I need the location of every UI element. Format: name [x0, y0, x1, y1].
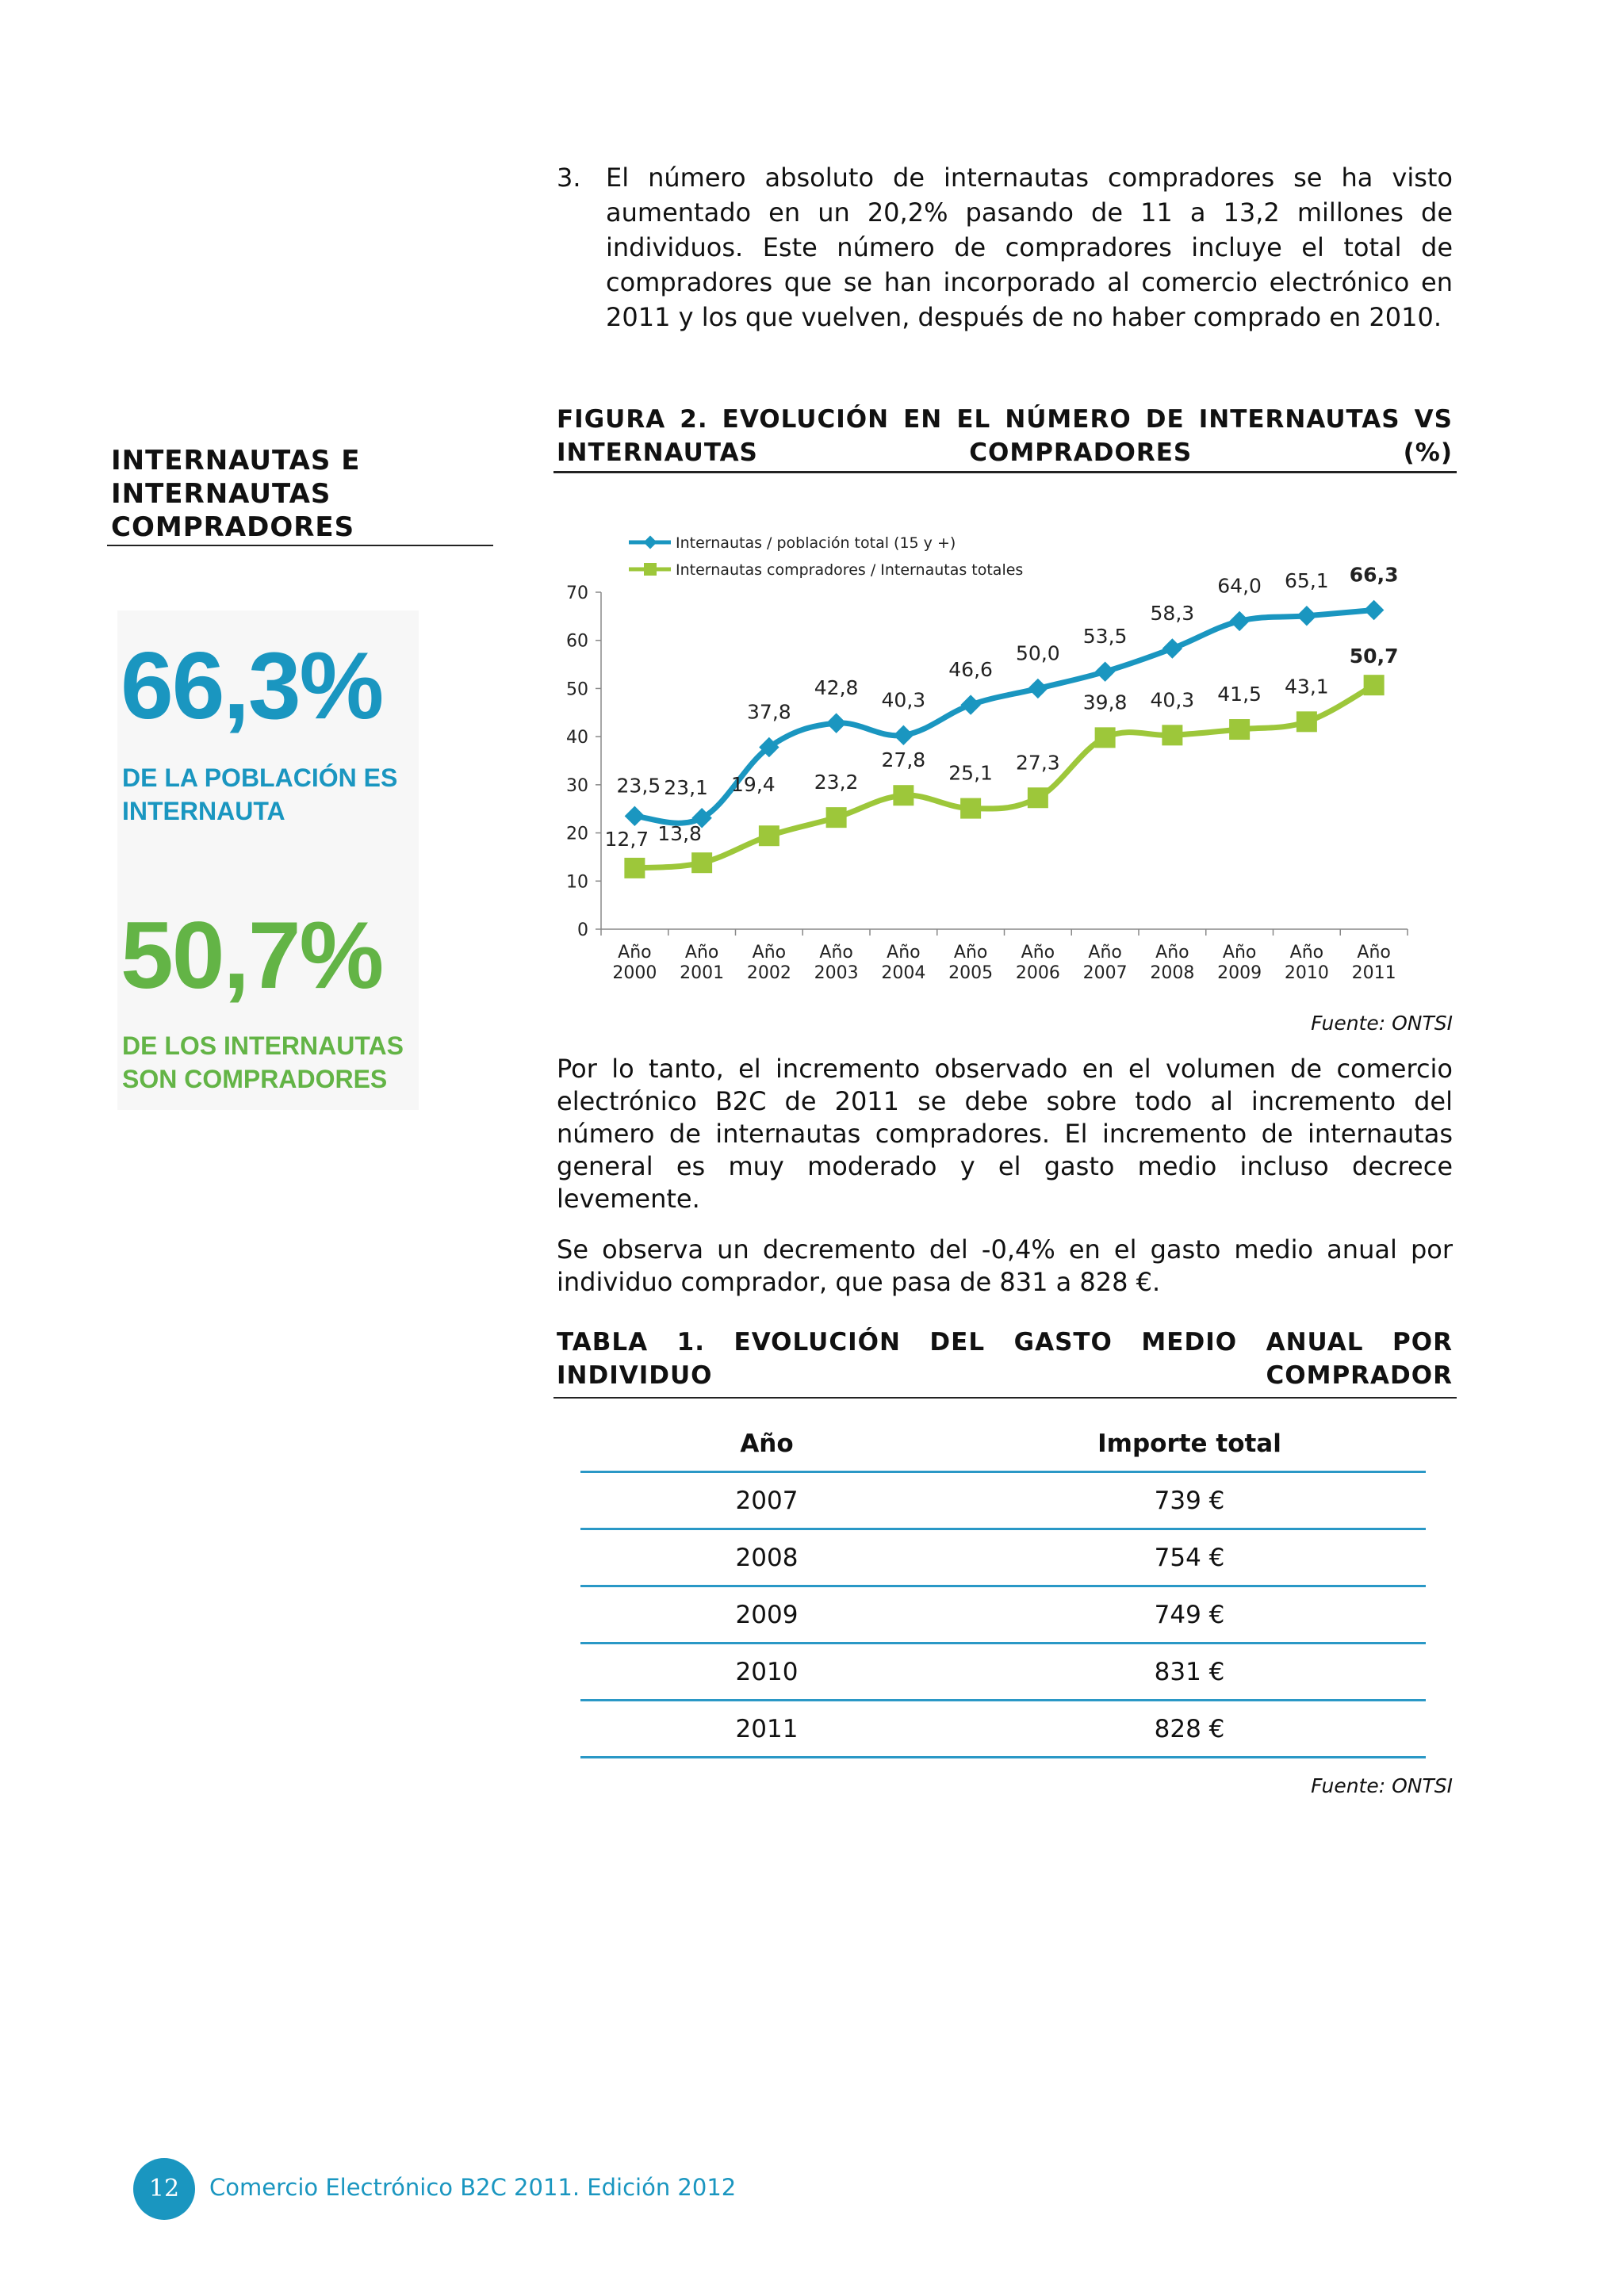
- table-title-divider: [553, 1397, 1457, 1399]
- legend-label: Internautas / población total (15 y +): [676, 534, 956, 552]
- data-point-marker: [960, 695, 980, 714]
- data-point-marker: [1229, 719, 1250, 740]
- y-tick-label: 30: [566, 775, 588, 796]
- data-point-marker: [1028, 679, 1048, 698]
- legend-marker: [644, 536, 657, 549]
- data-label: 50,0: [1016, 641, 1060, 665]
- data-label: 40,3: [881, 688, 926, 712]
- column-header-amount: Importe total: [953, 1416, 1426, 1472]
- data-label: 37,8: [747, 700, 791, 724]
- stat-internautas-value: 66,3%: [121, 633, 383, 739]
- list-item-3: [557, 160, 1453, 335]
- x-tick-label: 2004: [881, 963, 926, 983]
- y-tick-label: 10: [566, 872, 588, 893]
- data-point-marker: [1162, 725, 1182, 745]
- x-tick-label: 2010: [1284, 963, 1329, 983]
- x-tick-label: Año: [887, 943, 921, 962]
- cell-year: 2010: [580, 1644, 953, 1701]
- table-row: [580, 1586, 1426, 1644]
- cell-amount: 831 €: [953, 1644, 1426, 1701]
- data-point-marker: [1229, 611, 1249, 631]
- column-header-year: Año: [580, 1416, 953, 1472]
- figure-title: FIGURA 2. EVOLUCIÓN EN EL NÚMERO DE INTERNAUTAS VS INTERNAUTAS COMPRADORES (%): [557, 405, 1453, 467]
- x-tick-label: 2003: [814, 963, 859, 983]
- data-point-marker: [826, 807, 847, 828]
- data-label: 43,1: [1285, 675, 1329, 698]
- data-label: 12,7: [604, 827, 649, 851]
- x-tick-label: Año: [1155, 943, 1189, 962]
- cell-amount: 754 €: [953, 1529, 1426, 1586]
- x-tick-label: Año: [1021, 943, 1055, 962]
- data-label: 40,3: [1150, 688, 1195, 712]
- x-tick-label: Año: [1289, 943, 1324, 962]
- data-label: 23,2: [814, 771, 859, 794]
- data-label: 42,8: [814, 676, 859, 700]
- data-point-marker: [1095, 727, 1116, 748]
- data-point-marker: [1297, 606, 1316, 626]
- x-tick-label: 2002: [746, 963, 791, 983]
- figure-source: Fuente: ONTSI: [1311, 1012, 1453, 1035]
- stat-internautas-caption: DE LA POBLACIÓN ES INTERNAUTA: [122, 763, 398, 825]
- x-tick-label: Año: [953, 943, 988, 962]
- data-point-marker: [691, 852, 712, 873]
- y-tick-label: 40: [566, 728, 588, 748]
- data-label: 66,3: [1349, 563, 1399, 587]
- line-chart: [553, 515, 1457, 991]
- legend-marker: [644, 563, 657, 576]
- data-point-marker: [1095, 661, 1115, 681]
- x-tick-label: 2001: [680, 963, 725, 983]
- footer-title: Comercio Electrónico B2C 2011. Edición 2012: [209, 2174, 737, 2201]
- x-tick-label: Año: [819, 943, 853, 962]
- table-header-row: [580, 1416, 1426, 1472]
- x-tick-label: Año: [684, 943, 719, 962]
- data-point-marker: [1297, 711, 1317, 732]
- x-tick-label: 2006: [1015, 963, 1060, 983]
- cell-year: 2011: [580, 1701, 953, 1758]
- list-item-text: El número absoluto de internautas compradores se ha visto aumentado en un 20,2% pasando de 11 a 13,2 millones de individuos. Este número de compradores incluye el total de compradores que se han incorporado al comercio electrónico en 2011 y los que vuelven, después de no haber comprado en 2010.: [606, 163, 1453, 332]
- y-tick-label: 20: [566, 824, 588, 844]
- cell-amount: 749 €: [953, 1586, 1426, 1644]
- cell-amount: 739 €: [953, 1472, 1426, 1529]
- table-row: [580, 1529, 1426, 1586]
- data-label: 23,1: [664, 775, 708, 799]
- list-number: 3.: [557, 163, 581, 193]
- data-label: 27,3: [1016, 751, 1060, 775]
- data-label: 46,6: [948, 658, 993, 682]
- x-tick-label: Año: [1357, 943, 1391, 962]
- data-label: 39,8: [1082, 691, 1128, 714]
- data-point-marker: [894, 725, 914, 745]
- table-row: [580, 1701, 1426, 1758]
- cell-year: 2007: [580, 1472, 953, 1529]
- data-label: 50,7: [1349, 645, 1399, 668]
- x-tick-label: 2009: [1217, 963, 1262, 983]
- data-label: 23,5: [616, 774, 661, 798]
- y-tick-label: 0: [577, 920, 588, 940]
- paragraph-analysis: Por lo tanto, el incremento observado en el volumen de comercio electrónico B2C de 2011 se debe sobre todo al incremento del número de internautas compradores. El incremento de internautas general es muy moderado y el gasto medio incluso decrece levemente.: [557, 1054, 1453, 1214]
- x-tick-label: Año: [1088, 943, 1122, 962]
- data-point-marker: [624, 858, 645, 878]
- sidebar-divider: [107, 545, 493, 546]
- data-label: 13,8: [657, 822, 702, 846]
- y-tick-label: 50: [566, 679, 588, 700]
- figure-title-divider: [553, 471, 1457, 473]
- cell-amount: 828 €: [953, 1701, 1426, 1758]
- data-point-marker: [1364, 600, 1384, 620]
- table-row: [580, 1644, 1426, 1701]
- cell-year: 2009: [580, 1586, 953, 1644]
- spending-table: [580, 1416, 1426, 1758]
- y-tick-label: 70: [566, 584, 588, 603]
- data-point-marker: [1162, 638, 1182, 658]
- data-label: 41,5: [1217, 683, 1262, 706]
- data-label: 65,1: [1285, 568, 1329, 592]
- cell-year: 2008: [580, 1529, 953, 1586]
- data-label: 53,5: [1082, 625, 1128, 649]
- data-label: 58,3: [1150, 602, 1195, 626]
- x-tick-label: Año: [1222, 943, 1257, 962]
- data-point-marker: [625, 806, 645, 826]
- data-point-marker: [893, 785, 914, 806]
- y-tick-label: 60: [566, 631, 588, 652]
- data-point-marker: [1028, 787, 1048, 808]
- x-tick-label: 2000: [612, 963, 657, 983]
- table-title: TABLA 1. EVOLUCIÓN DEL GASTO MEDIO ANUAL POR INDIVIDUO COMPRADOR: [557, 1328, 1453, 1390]
- data-label: 27,8: [881, 748, 926, 772]
- stat-compradores-caption: DE LOS INTERNAUTAS SON COMPRADORES: [122, 1031, 404, 1093]
- data-label: 19,4: [731, 773, 776, 797]
- data-point-marker: [759, 825, 779, 846]
- chart-svg: [553, 515, 1457, 991]
- legend-label: Internautas compradores / Internautas totales: [676, 561, 1024, 579]
- page-number-badge: 12: [133, 2158, 195, 2220]
- data-point-marker: [826, 713, 846, 733]
- x-tick-label: 2005: [948, 963, 994, 983]
- x-tick-label: 2011: [1351, 963, 1396, 983]
- data-point-marker: [960, 798, 981, 819]
- data-label: 25,1: [948, 761, 993, 785]
- paragraph-decrement: Se observa un decremento del -0,4% en el gasto medio anual por individuo comprador, que pasa de 831 a 828 €.: [557, 1234, 1453, 1297]
- x-tick-label: Año: [752, 943, 787, 962]
- stat-compradores-value: 50,7%: [121, 902, 383, 1008]
- table-row: [580, 1472, 1426, 1529]
- x-tick-label: Año: [618, 943, 652, 962]
- x-tick-label: 2008: [1150, 963, 1195, 983]
- table-source: Fuente: ONTSI: [1311, 1774, 1453, 1797]
- sidebar-title: INTERNAUTAS E INTERNAUTAS COMPRADORES: [111, 445, 361, 543]
- data-label: 64,0: [1217, 574, 1262, 598]
- x-tick-label: 2007: [1082, 963, 1128, 983]
- data-point-marker: [1364, 675, 1385, 695]
